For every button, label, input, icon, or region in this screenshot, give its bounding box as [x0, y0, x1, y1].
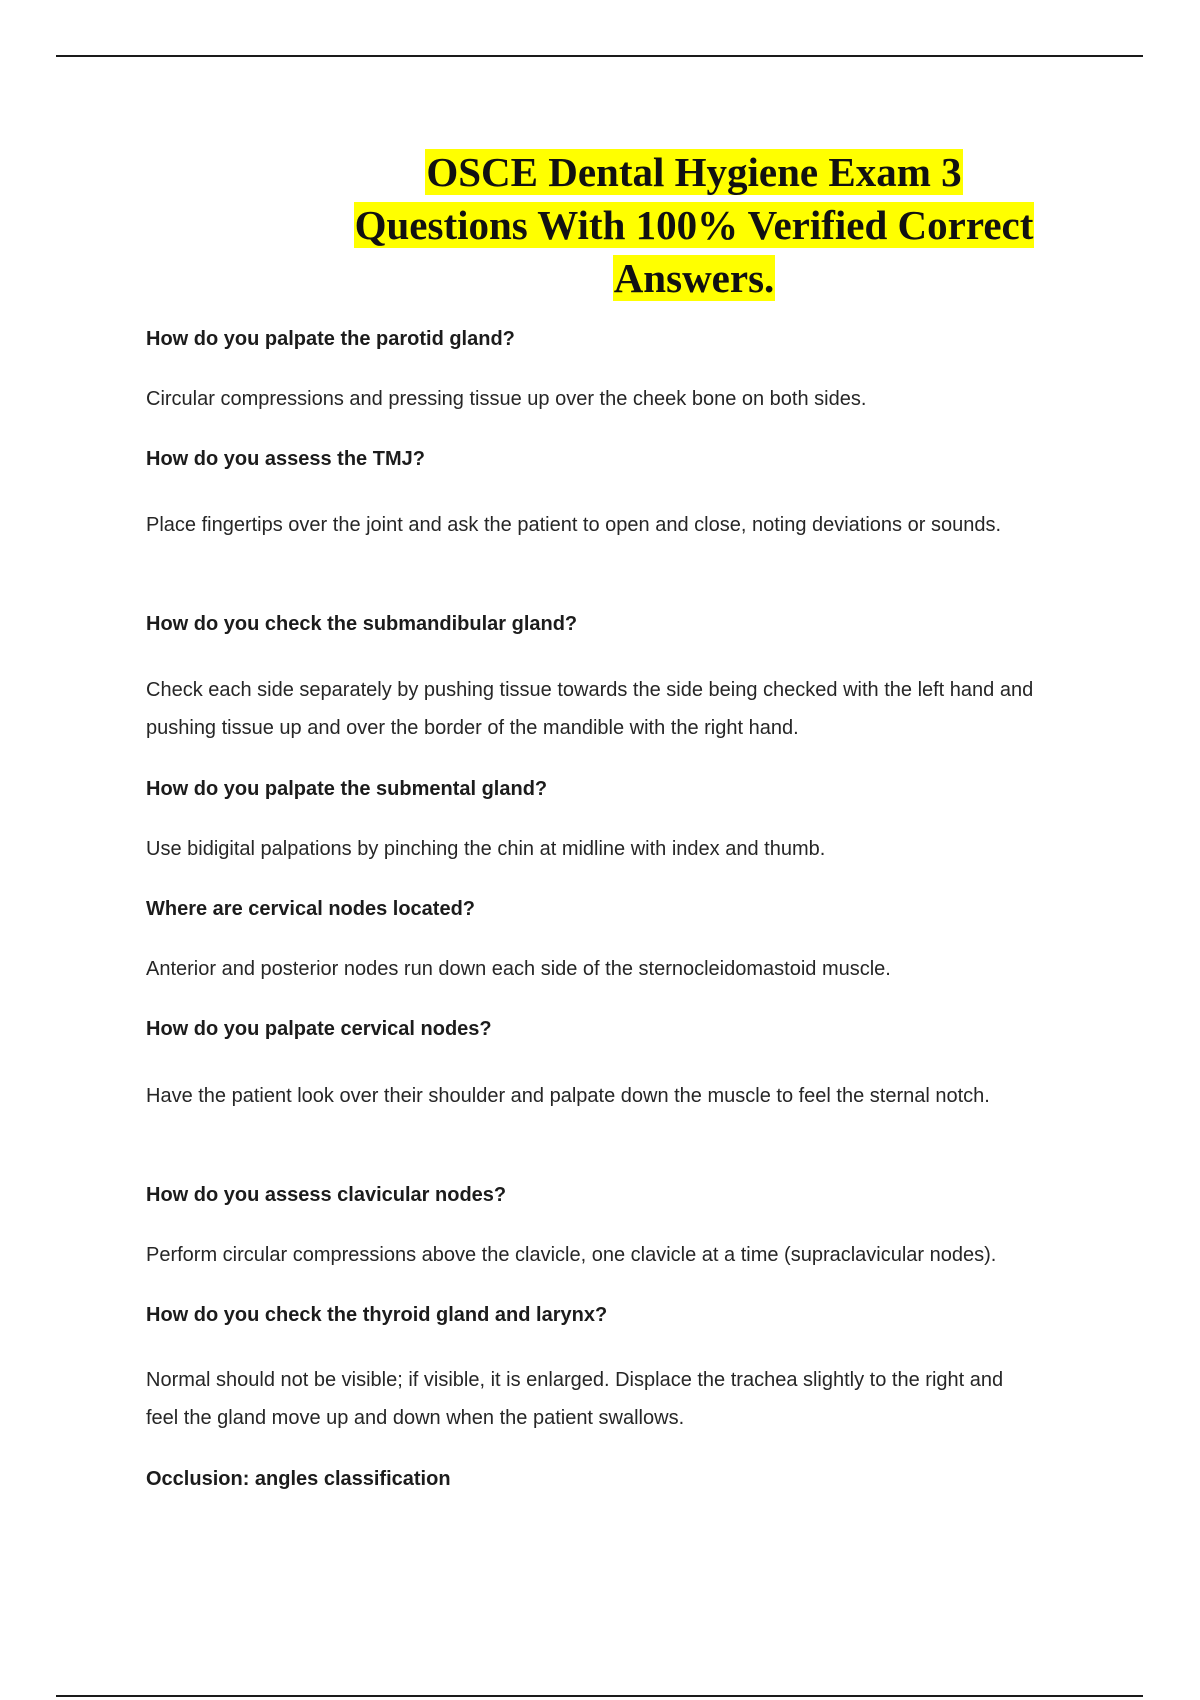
- answer-8: Normal should not be visible; if visible, it is enlarged. Displace the trachea slightly to the right and feel the gland move up and down when the patient swallows.: [146, 1369, 1004, 1429]
- top-rule: [56, 55, 1143, 57]
- title-line-3: Answers.: [613, 255, 775, 301]
- question-3: How do you check the submandibular gland?: [146, 613, 578, 635]
- question-4: How do you palpate the submental gland?: [146, 778, 548, 800]
- question-6: How do you palpate cervical nodes?: [146, 1018, 492, 1040]
- question-1: How do you palpate the parotid gland?: [146, 328, 515, 350]
- answer-5: Anterior and posterior nodes run down each side of the sternocleidomastoid muscle.: [146, 958, 891, 980]
- document-title: [300, 146, 1088, 305]
- question-7: How do you assess clavicular nodes?: [146, 1184, 507, 1206]
- question-5: Where are cervical nodes located?: [146, 898, 476, 920]
- answer-2: Place fingertips over the joint and ask the patient to open and close, noting deviations or sounds.: [146, 514, 1001, 536]
- question-8: How do you check the thyroid gland and larynx?: [146, 1304, 608, 1326]
- title-line-2: Questions With 100% Verified Correct: [354, 202, 1034, 248]
- question-2: How do you assess the TMJ?: [146, 448, 425, 470]
- answer-6: Have the patient look over their shoulder and palpate down the muscle to feel the sternal notch.: [146, 1085, 990, 1107]
- question-9: Occlusion: angles classification: [146, 1468, 451, 1490]
- answer-3: Check each side separately by pushing tissue towards the side being checked with the left hand and pushing tissue up and over the border of the mandible with the right hand.: [146, 679, 1034, 739]
- answer-1: Circular compressions and pressing tissue up over the cheek bone on both sides.: [146, 388, 867, 410]
- title-line-1: OSCE Dental Hygiene Exam 3: [426, 149, 962, 195]
- answer-7: Perform circular compressions above the clavicle, one clavicle at a time (supraclavicular nodes).: [146, 1244, 997, 1266]
- bottom-rule: [56, 1695, 1143, 1697]
- answer-4: Use bidigital palpations by pinching the chin at midline with index and thumb.: [146, 838, 826, 860]
